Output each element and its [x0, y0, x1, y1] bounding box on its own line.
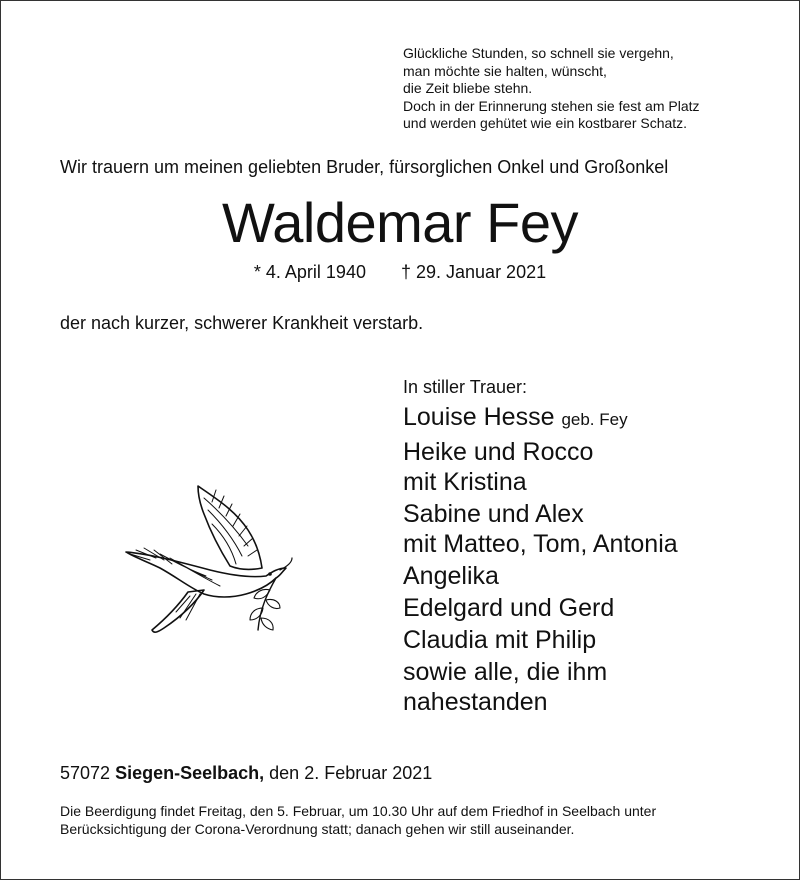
cause-text: der nach kurzer, schwerer Krankheit verstarb. [60, 313, 424, 333]
poem-line: Doch in der Erinnerung stehen sie fest am Platz [403, 97, 700, 114]
mourner-entry [403, 437, 678, 497]
mourner-line: Claudia mit Philip [403, 626, 597, 654]
mourner-line: mit Kristina [403, 468, 527, 496]
mourner-entry [403, 593, 678, 623]
notice-date: den 2. Februar 2021 [269, 763, 433, 783]
death-date: † 29. Januar 2021 [400, 262, 547, 282]
mourner-line: Edelgard und Gerd [403, 594, 615, 622]
mourner-entry [403, 625, 678, 655]
mourner-line: sowie alle, die ihm [403, 658, 608, 686]
mourner-name: Louise Hesse [403, 403, 555, 431]
poem [403, 45, 700, 133]
funeral-note: Die Beerdigung findet Freitag, den 5. Februar, um 10.30 Uhr auf dem Friedhof in Seelbach unter Berücksichtigung der Corona-Verordnung statt; danach gehen wir still auseinander. [60, 803, 657, 837]
mourner-line: Angelika [403, 562, 499, 590]
mourner-line: nahestanden [403, 688, 548, 716]
life-dates [0, 262, 800, 283]
mourner-entry [403, 402, 678, 435]
birth-date: * 4. April 1940 [253, 262, 366, 282]
poem-line: man möchte sie halten, wünscht, [403, 62, 607, 79]
mourners-label: In stiller Trauer: [403, 377, 528, 397]
place-and-date [60, 763, 432, 784]
intro-text: Wir trauern um meinen geliebten Bruder, fürsorglichen Onkel und Großonkel [60, 157, 669, 177]
mourner-entry [403, 657, 678, 717]
deceased-name: Waldemar Fey [221, 191, 578, 254]
mourner-maiden-name: geb. Fey [561, 410, 628, 429]
town: Siegen-Seelbach, [115, 763, 265, 783]
mourner-line: mit Matteo, Tom, Antonia [403, 530, 678, 558]
postcode: 57072 [60, 763, 111, 783]
mourner-entry [403, 499, 678, 559]
mourner-line: Sabine und Alex [403, 500, 584, 528]
poem-line: Glückliche Stunden, so schnell sie vergehn, [403, 45, 674, 61]
dove-icon [120, 480, 295, 640]
mourner-line: Heike und Rocco [403, 438, 594, 466]
mourners-list [403, 377, 678, 719]
poem-line: und werden gehütet wie ein kostbarer Schatz. [403, 115, 688, 131]
mourner-entry [403, 561, 678, 591]
poem-line: die Zeit bliebe stehn. [403, 80, 533, 96]
